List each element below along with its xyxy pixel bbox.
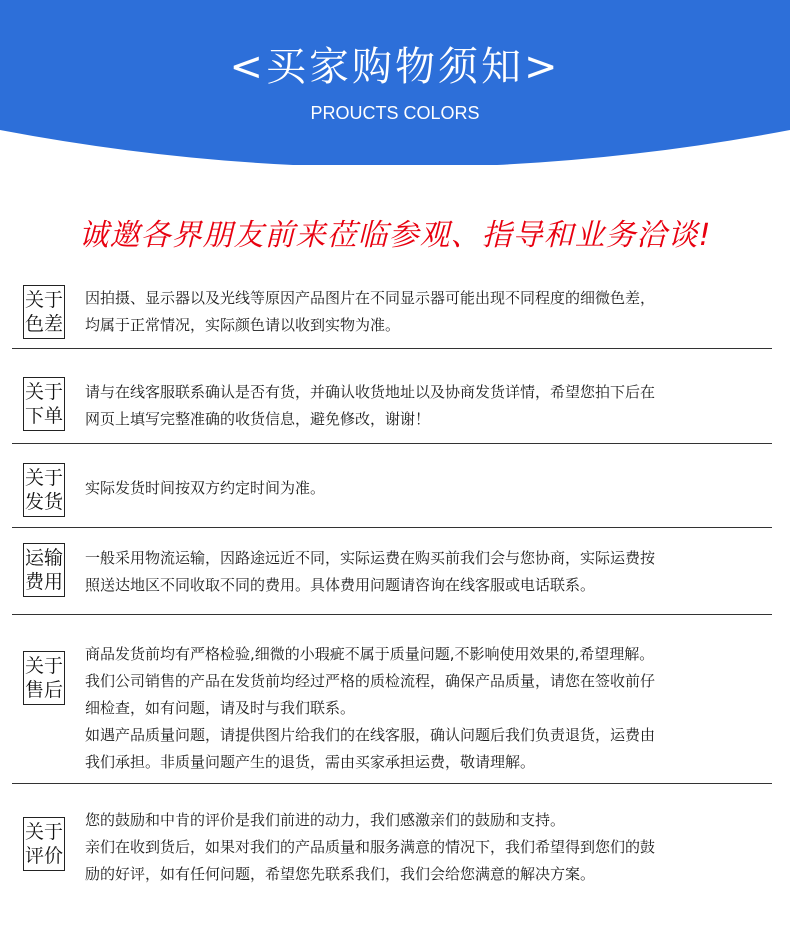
banner-title: <买家购物须知>: [229, 44, 561, 90]
badge-freight: [23, 543, 65, 597]
divider: [12, 527, 772, 528]
text-line: 照送达地区不同收取不同的费用。具体费用问题请咨询在线客服或电话联系。: [85, 576, 596, 594]
badge-ordering: [23, 377, 65, 431]
text-line: 您的鼓励和中肯的评价是我们前进的动力，我们感激亲们的鼓励和支持。: [85, 811, 566, 829]
badge-line: 色差: [24, 313, 63, 335]
divider: [12, 348, 772, 349]
badge-line: 费用: [24, 571, 63, 593]
text-line: 请与在线客服联系确认是否有货，并确认收货地址以及协商发货详情，希望您拍下后在: [85, 383, 656, 401]
section-text-shipping: [85, 475, 755, 502]
section-text-reviews: [85, 807, 755, 888]
text-line: 实际发货时间按双方约定时间为准。: [85, 479, 326, 497]
badge-line: 关于: [24, 289, 63, 311]
badge-color-difference: [23, 285, 65, 339]
divider: [12, 614, 772, 615]
badge-line: 关于: [24, 381, 63, 403]
badge-line: 发货: [24, 491, 63, 513]
text-line: 细检查，如有问题，请及时与我们联系。: [85, 699, 356, 717]
badge-line: 售后: [24, 679, 63, 701]
badge-line: 关于: [24, 655, 63, 677]
section-text-color-difference: [85, 285, 755, 339]
divider: [12, 443, 772, 444]
badge-line: 评价: [24, 845, 63, 867]
text-line: 均属于正常情况，实际颜色请以收到实物为准。: [85, 316, 401, 334]
badge-shipping: [23, 463, 65, 517]
banner-subtitle: PROUCTS COLORS: [310, 103, 480, 123]
text-line: 一般采用物流运输，因路途远近不同，实际运费在购买前我们会与您协商，实际运费按: [85, 549, 656, 567]
badge-after-sales: [23, 651, 65, 705]
badge-line: 关于: [24, 467, 63, 489]
text-line: 我们公司销售的产品在发货前均经过严格的质检流程，确保产品质量，请您在签收前仔: [85, 672, 656, 690]
badge-line: 关于: [24, 821, 63, 843]
text-line: 因拍摄、显示器以及光线等原因产品图片在不同显示器可能出现不同程度的细微色差，: [85, 289, 656, 307]
text-line: 我们承担。非质量问题产生的退货，需由买家承担运费，敬请理解。: [85, 753, 536, 771]
text-line: 亲们在收到货后，如果对我们的产品质量和服务满意的情况下，我们希望得到您们的鼓: [85, 838, 656, 856]
divider: [12, 783, 772, 784]
text-line: 励的好评，如有任何问题，希望您先联系我们，我们会给您满意的解决方案。: [85, 865, 596, 883]
section-text-after-sales: [85, 641, 755, 776]
header-banner: [0, 0, 790, 165]
badge-line: 运输: [24, 547, 63, 569]
slogan: 诚邀各界朋友前来莅临参观、指导和业务洽谈!: [78, 218, 712, 253]
text-line: 网页上填写完整准确的收货信息，避免修改，谢谢！: [85, 410, 431, 428]
section-text-freight: [85, 545, 755, 599]
badge-line: 下单: [24, 405, 63, 427]
section-text-ordering: [85, 379, 755, 433]
text-line: 商品发货前均有严格检验,细微的小瑕疵不属于质量问题,不影响使用效果的,希望理解。: [85, 645, 655, 663]
badge-reviews: [23, 817, 65, 871]
text-line: 如遇产品质量问题，请提供图片给我们的在线客服，确认问题后我们负责退货，运费由: [85, 726, 656, 744]
